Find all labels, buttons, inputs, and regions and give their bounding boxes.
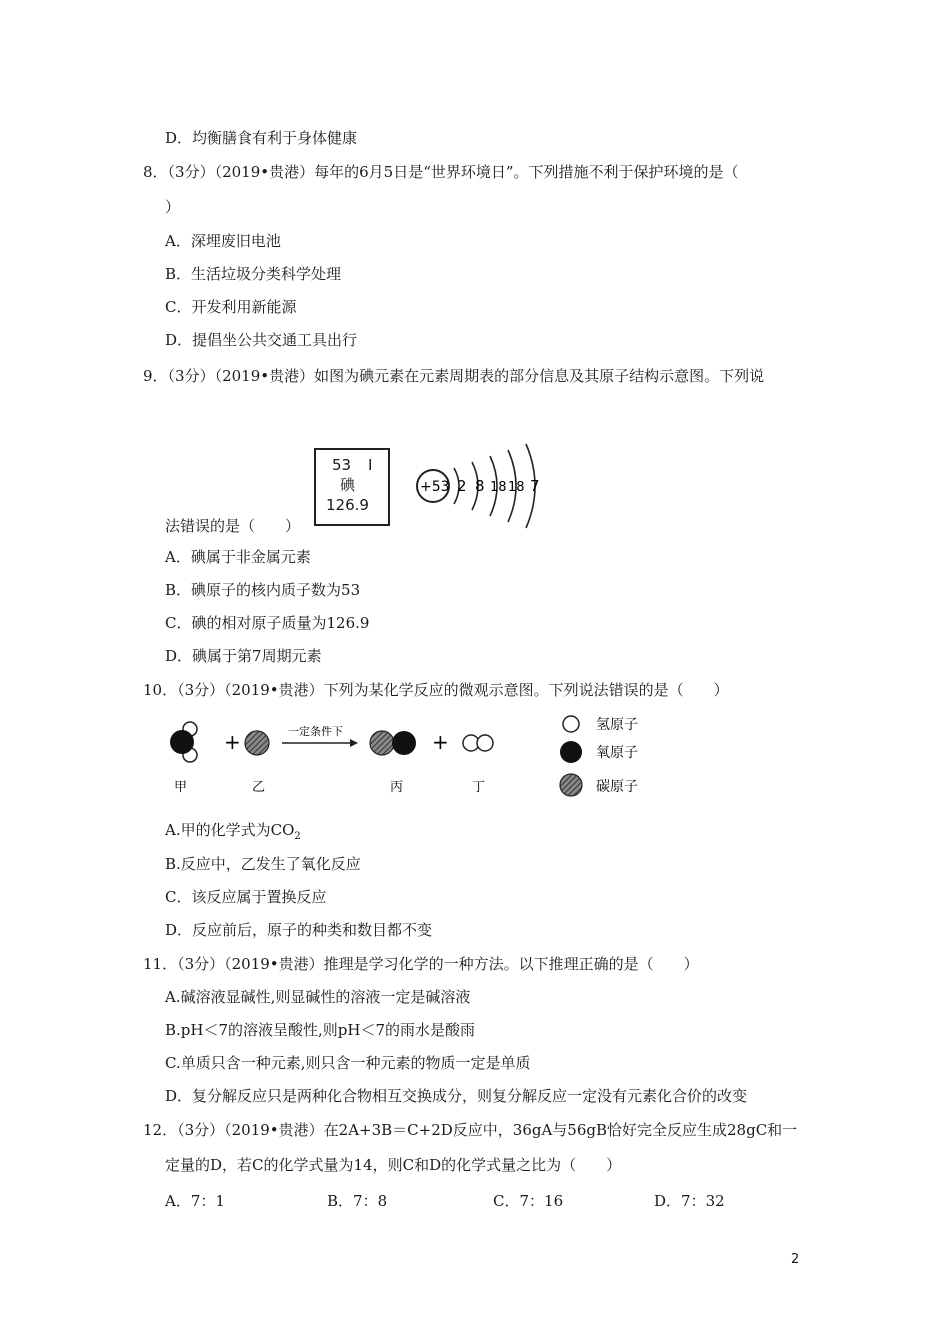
q8-stem-cont: ） xyxy=(165,198,181,216)
q12-option-b: B．7：8 xyxy=(327,1192,388,1210)
q11-option-c: C.单质只含一种元素,则只含一种元素的物质一定是单质 xyxy=(165,1054,531,1072)
atom-structure-diagram xyxy=(412,438,552,534)
arrow-head xyxy=(350,739,358,747)
label-jia: 甲 xyxy=(174,780,188,795)
q8-option-c: C．开发利用新能源 xyxy=(165,298,297,316)
legend-carbon-symbol xyxy=(560,774,582,796)
legend-hydrogen-label: 氢原子 xyxy=(596,717,638,733)
q9-stem: 9．（3分）（2019•贵港）如图为碘元素在元素周期表的部分信息及其原子结构示意图。下列说 xyxy=(143,367,765,385)
q9-option-b: B．碘原子的核内质子数为53 xyxy=(165,581,361,599)
element-name: 碘 xyxy=(340,476,356,494)
q8-option-a: A．深埋废旧电池 xyxy=(165,232,281,250)
q12-stem-cont: 定量的D，若C的化学式量为14，则C和D的化学式量之比为（ ） xyxy=(165,1156,622,1174)
q7-option-d: D．均衡膳食有利于身体健康 xyxy=(165,129,358,147)
q10-stem: 10．（3分）（2019•贵港）下列为某化学反应的微观示意图。下列说法错误的是（ ） xyxy=(143,681,729,699)
q11-option-d: D．复分解反应只是两种化合物相互交换成分，则复分解反应一定没有元素化合价的改变 xyxy=(165,1087,748,1105)
q10-option-a xyxy=(165,820,301,847)
atomic-number: 53 xyxy=(332,456,352,474)
shell-4-electrons: 18 xyxy=(508,480,525,495)
plus-sign-1: + xyxy=(224,730,241,754)
shell-2-electrons: 8 xyxy=(475,477,485,495)
q10-option-c: C．该反应属于置换反应 xyxy=(165,888,327,906)
q9-stem-cont: 法错误的是（ ） xyxy=(165,517,301,535)
q12-stem: 12．（3分）（2019•贵港）在2A+3B＝C+2D反应中，36gA与56gB恰好完全反应生成28gC和一 xyxy=(143,1121,798,1139)
molecule-yi xyxy=(245,731,269,755)
atomic-mass: 126.9 xyxy=(326,496,369,514)
nucleus-charge: +53 xyxy=(420,479,450,495)
shell-5-electrons: 7 xyxy=(530,477,540,495)
q9-option-c: C．碘的相对原子质量为126.9 xyxy=(165,614,370,632)
q9-option-d: D．碘属于第7周期元素 xyxy=(165,647,322,665)
legend-oxygen-label: 氧原子 xyxy=(596,745,638,761)
shell-1-electrons: 2 xyxy=(457,477,467,495)
q11-option-b: B.pH＜7的溶液呈酸性,则pH＜7的雨水是酸雨 xyxy=(165,1021,476,1039)
legend-hydrogen-symbol xyxy=(563,716,579,732)
label-bing: 丙 xyxy=(390,780,404,795)
q9-option-a: A．碘属于非金属元素 xyxy=(165,548,311,566)
q8-option-d: D．提倡坐公共交通工具出行 xyxy=(165,331,358,349)
label-ding: 丁 xyxy=(472,780,486,795)
q8-option-b: B．生活垃圾分类科学处理 xyxy=(165,265,342,283)
q12-option-c: C．7：16 xyxy=(493,1192,564,1210)
reaction-micro-diagram xyxy=(160,705,680,805)
plus-sign-2: + xyxy=(432,730,449,754)
q10-option-a-text: A.甲的化学式为CO xyxy=(165,821,295,839)
q10-option-a-subscript: 2 xyxy=(294,831,301,842)
element-card xyxy=(314,448,390,526)
q12-option-d: D．7：32 xyxy=(654,1192,725,1210)
q10-option-d: D．反应前后，原子的种类和数目都不变 xyxy=(165,921,433,939)
q8-stem: 8．（3分）（2019•贵港）每年的6月5日是“世界环境日”。下列措施不利于保护环境的是（ xyxy=(143,163,739,181)
arrow-condition-label: 一定条件下 xyxy=(288,725,343,738)
page-number: 2 xyxy=(791,1252,800,1267)
shell-3-electrons: 18 xyxy=(490,480,507,495)
legend-carbon-label: 碳原子 xyxy=(596,779,638,795)
q12-option-a: A．7：1 xyxy=(165,1192,225,1210)
label-yi: 乙 xyxy=(252,780,266,795)
q11-stem: 11．（3分）（2019•贵港）推理是学习化学的一种方法。以下推理正确的是（ ） xyxy=(143,955,699,973)
molecule-ding xyxy=(463,735,493,751)
q10-option-b: B.反应中，乙发生了氧化反应 xyxy=(165,855,361,873)
element-symbol: I xyxy=(368,456,373,474)
legend-oxygen-symbol xyxy=(560,741,582,763)
q11-option-a: A.碱溶液显碱性,则显碱性的溶液一定是碱溶液 xyxy=(165,988,471,1006)
molecule-jia xyxy=(170,722,197,762)
molecule-bing xyxy=(370,731,416,755)
